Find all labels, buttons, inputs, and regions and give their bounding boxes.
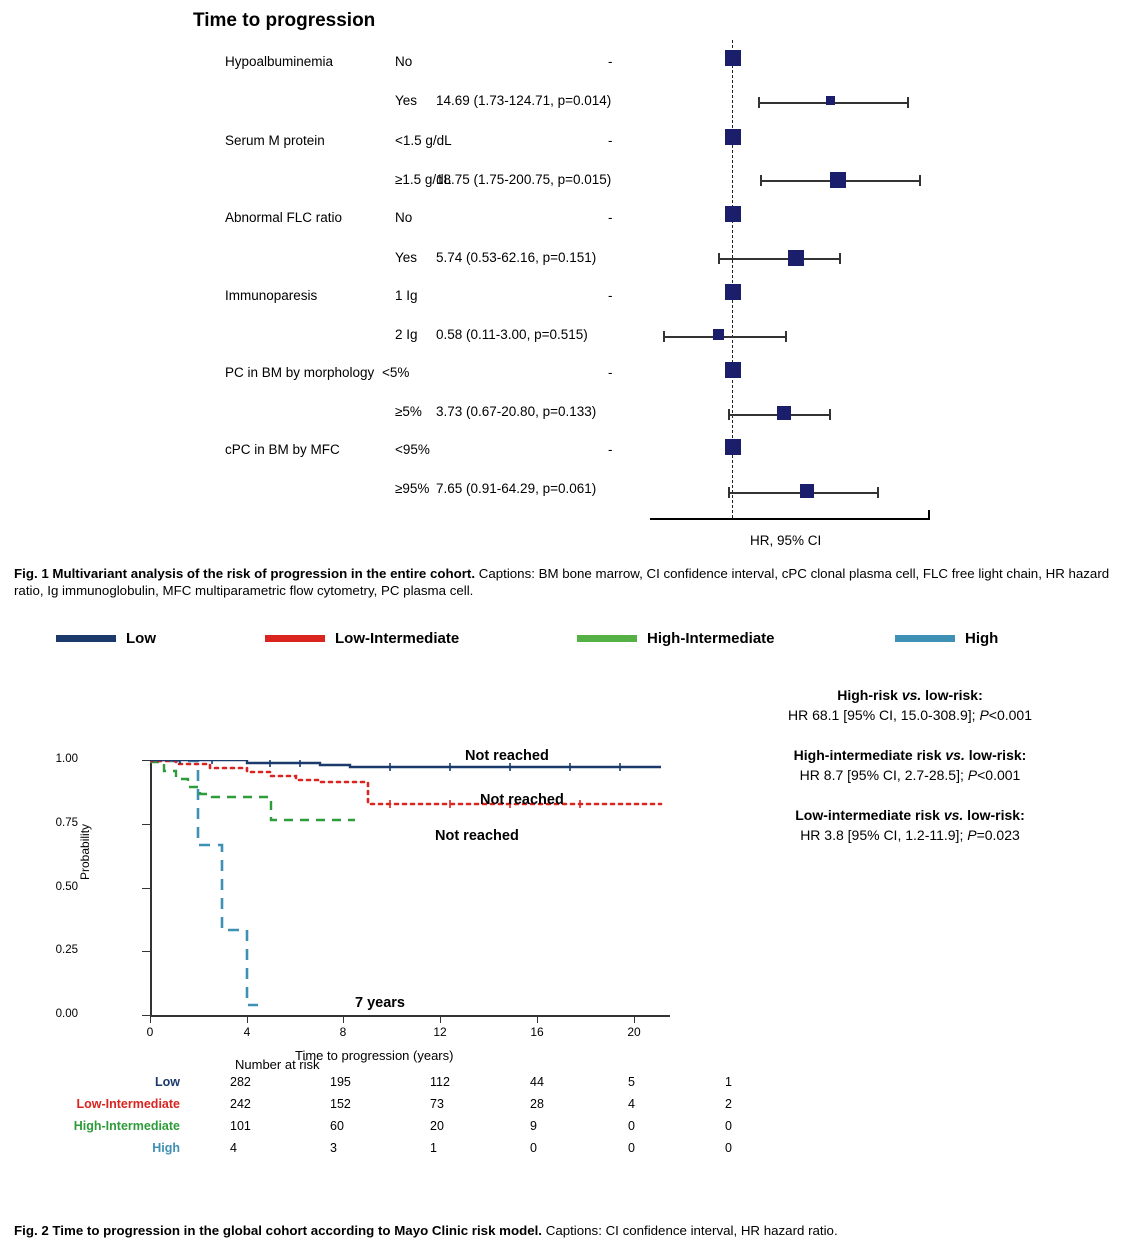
forest-hr-text: 0.58 (0.11-3.00, p=0.515) [436, 327, 588, 342]
risk-value: 3 [330, 1141, 337, 1155]
km-annotation-low-intermediate: Not reached [480, 792, 564, 808]
forest-estimate-marker [713, 329, 724, 340]
km-y-tick-label: 1.00 [55, 753, 78, 765]
forest-hr-text: 14.69 (1.73-124.71, p=0.014) [436, 93, 612, 108]
risk-value: 112 [430, 1075, 450, 1089]
km-y-tick-label: 0.50 [55, 881, 78, 893]
forest-level: ≥5% [395, 404, 422, 419]
forest-ref-dash: - [608, 365, 613, 380]
forest-level: No [395, 54, 413, 69]
figure1-caption-rest: Captions: BM bone marrow, CI confidence interval, cPC clonal plasma cell, FLC free light chain, HR hazard ratio, Ig immunoglobulin, MFC multiparametric flow cytometry, PC plasma cell. [14, 566, 1110, 598]
risk-value: 0 [725, 1141, 732, 1155]
risk-value: 1 [725, 1075, 732, 1089]
figure-1 [0, 0, 1130, 560]
km-y-tick-label: 0.25 [55, 944, 78, 956]
forest-level: <1.5 g/dL [395, 133, 452, 148]
forest-ref-dash: - [608, 133, 613, 148]
forest-ci-cap [839, 253, 841, 264]
forest-variable: Serum M protein [225, 133, 325, 148]
forest-estimate-marker [830, 172, 846, 188]
km-y-tick [142, 760, 150, 761]
forest-reference-marker [725, 439, 741, 455]
forest-x-axis-label: HR, 95% CI [750, 533, 822, 548]
legend-label-high-intermediate: High-Intermediate [647, 630, 775, 647]
risk-value: 0 [725, 1119, 732, 1133]
forest-level: No [395, 210, 413, 225]
risk-value: 5 [628, 1075, 635, 1089]
risk-value: 28 [530, 1097, 544, 1111]
km-y-tick-label: 0.00 [55, 1008, 78, 1020]
forest-ci-cap [728, 487, 730, 498]
risk-value: 20 [430, 1119, 444, 1133]
forest-variable: PC in BM by morphology [225, 365, 375, 380]
forest-hr-text: 5.74 (0.53-62.16, p=0.151) [436, 250, 597, 265]
forest-reference-marker [725, 129, 741, 145]
legend-label-low: Low [126, 630, 156, 647]
figure2-caption-rest: Captions: CI confidence interval, HR hazard ratio. [542, 1223, 838, 1238]
forest-ref-dash: - [608, 210, 613, 225]
risk-value: 101 [230, 1119, 251, 1133]
forest-row [0, 250, 1130, 274]
legend-item-high-intermediate [577, 630, 775, 647]
forest-variable: Hypoalbuminemia [225, 54, 334, 69]
km-x-tick-label: 8 [339, 1025, 347, 1039]
stat-headline: High-intermediate risk vs. low-risk: [793, 747, 1027, 763]
legend-item-low [56, 630, 156, 647]
legend-label-low-intermediate: Low-Intermediate [335, 630, 460, 647]
forest-ci-cap [718, 253, 720, 264]
km-annotation-low: Not reached [465, 748, 549, 764]
forest-variable: cPC in BM by MFC [225, 442, 340, 457]
stat-high-intermediate-vs-low [700, 745, 1120, 785]
figure1-caption-bold: Fig. 1 Multivariant analysis of the risk of progression in the entire cohort. [14, 566, 476, 581]
forest-row [0, 327, 1130, 351]
risk-value: 152 [330, 1097, 351, 1111]
km-curve-low [150, 760, 661, 767]
forest-level: 2 Ig [395, 327, 418, 342]
forest-row [0, 133, 1130, 157]
stat-detail: HR 8.7 [95% CI, 2.7-28.5]; P<0.001 [799, 767, 1021, 783]
risk-value: 242 [230, 1097, 251, 1111]
forest-ref-dash: - [608, 442, 613, 457]
risk-value: 0 [628, 1141, 635, 1155]
forest-row [0, 54, 1130, 78]
forest-ci-cap [728, 409, 730, 420]
stat-detail: HR 68.1 [95% CI, 15.0-308.9]; P<0.001 [787, 707, 1032, 723]
forest-ci-cap [919, 175, 921, 186]
forest-x-axis-tick [928, 510, 930, 520]
number-at-risk-title: Number at risk [235, 1057, 320, 1072]
forest-plot [640, 40, 940, 530]
figure2-caption [14, 1222, 1119, 1239]
stat-headline: Low-intermediate risk vs. low-risk: [795, 807, 1025, 823]
legend-swatch-low [56, 635, 116, 642]
forest-estimate-marker [800, 484, 814, 498]
legend-swatch-low-intermediate [265, 635, 325, 642]
km-x-tick-label: 4 [243, 1025, 251, 1039]
forest-x-axis [650, 518, 930, 520]
forest-level: <5% [382, 365, 410, 380]
forest-variable: Immunoparesis [225, 288, 318, 303]
km-y-tick [142, 824, 150, 825]
risk-value: 195 [330, 1075, 351, 1089]
forest-reference-marker [725, 362, 741, 378]
forest-level: <95% [395, 442, 430, 457]
forest-ci-cap [829, 409, 831, 420]
table-row [80, 1141, 732, 1162]
risk-value: 9 [530, 1119, 537, 1133]
figure1-caption [14, 565, 1119, 599]
forest-row [0, 93, 1130, 117]
forest-estimate-marker [777, 406, 791, 420]
forest-ci-cap [758, 97, 760, 108]
stat-high-vs-low [700, 685, 1120, 725]
km-x-axis-label: Time to progression (years) [295, 1048, 454, 1063]
km-curve-high [150, 761, 258, 1005]
forest-estimate-marker [788, 250, 804, 266]
risk-value: 282 [230, 1075, 251, 1089]
km-y-axis-label: Probability [78, 823, 92, 880]
figure1-title: Time to progression [193, 10, 376, 31]
forest-ci-cap [877, 487, 879, 498]
forest-hr-text: 7.65 (0.91-64.29, p=0.061) [436, 481, 597, 496]
forest-row [0, 172, 1130, 196]
risk-row-label-low: Low [155, 1075, 180, 1089]
table-row [80, 1075, 732, 1096]
km-y-tick-label: 0.75 [55, 817, 78, 829]
forest-reference-marker [725, 284, 741, 300]
forest-row [0, 210, 1130, 234]
forest-row [0, 481, 1130, 505]
figure2-caption-bold: Fig. 2 Time to progression in the global cohort according to Mayo Clinic risk model. [14, 1223, 543, 1238]
km-y-tick [142, 1015, 150, 1016]
km-x-tick-label: 20 [627, 1025, 641, 1039]
risk-value: 73 [430, 1097, 444, 1111]
risk-value: 44 [530, 1075, 544, 1089]
km-x-tick-label: 0 [146, 1025, 154, 1039]
legend-item-high [895, 630, 998, 647]
km-annotation-high: 7 years [355, 995, 405, 1011]
forest-level: Yes [395, 250, 418, 265]
forest-ref-dash: - [608, 288, 613, 303]
table-row [73, 1119, 732, 1140]
km-x-tick-label: 16 [530, 1025, 544, 1039]
km-y-tick [142, 951, 150, 952]
forest-ci-cap [907, 97, 909, 108]
risk-row-label-high-intermediate: High-Intermediate [73, 1119, 180, 1133]
km-curves [150, 760, 670, 1018]
risk-value: 0 [628, 1119, 635, 1133]
km-plot [55, 748, 700, 1063]
forest-reference-marker [725, 206, 741, 222]
table-row [76, 1097, 732, 1118]
stat-detail: HR 3.8 [95% CI, 1.2-11.9]; P=0.023 [800, 827, 1020, 843]
km-x-tick-label: 12 [433, 1025, 447, 1039]
forest-row [0, 365, 1130, 389]
forest-ci-line [663, 336, 786, 338]
forest-ref-dash: - [608, 54, 613, 69]
figure-2 [0, 675, 1130, 1215]
risk-value: 0 [530, 1141, 537, 1155]
forest-reference-marker [725, 50, 741, 66]
risk-value: 60 [330, 1119, 344, 1133]
stat-headline: High-risk vs. low-risk: [837, 687, 983, 703]
forest-hr-text: 18.75 (1.75-200.75, p=0.015) [436, 172, 612, 187]
legend-label-high: High [965, 630, 999, 647]
forest-hr-text: 3.73 (0.67-20.80, p=0.133) [436, 404, 597, 419]
forest-estimate-marker [826, 96, 835, 105]
forest-row [0, 404, 1130, 428]
legend-item-low-intermediate [265, 630, 459, 647]
risk-value: 4 [230, 1141, 237, 1155]
forest-level: Yes [395, 93, 418, 108]
stat-low-intermediate-vs-low [700, 805, 1120, 845]
legend-swatch-high [895, 635, 955, 642]
risk-group-legend [40, 630, 1090, 660]
forest-row [0, 288, 1130, 312]
km-annotation-high-intermediate: Not reached [435, 828, 519, 844]
forest-level: ≥1.5 g/dL [395, 172, 452, 187]
risk-row-label-low-intermediate: Low-Intermediate [76, 1097, 180, 1111]
legend-swatch-high-intermediate [577, 635, 637, 642]
forest-ci-line [718, 258, 840, 260]
risk-value: 2 [725, 1097, 732, 1111]
risk-row-label-high: High [152, 1141, 180, 1155]
forest-ci-cap [785, 331, 787, 342]
forest-variable: Abnormal FLC ratio [225, 210, 343, 225]
forest-level: 1 Ig [395, 288, 418, 303]
risk-value: 4 [628, 1097, 635, 1111]
forest-ci-cap [760, 175, 762, 186]
risk-value: 1 [430, 1141, 437, 1155]
forest-level: ≥95% [395, 481, 430, 496]
hazard-ratio-stats [700, 685, 1120, 865]
forest-row [0, 442, 1130, 466]
km-y-tick [142, 888, 150, 889]
forest-ci-cap [663, 331, 665, 342]
